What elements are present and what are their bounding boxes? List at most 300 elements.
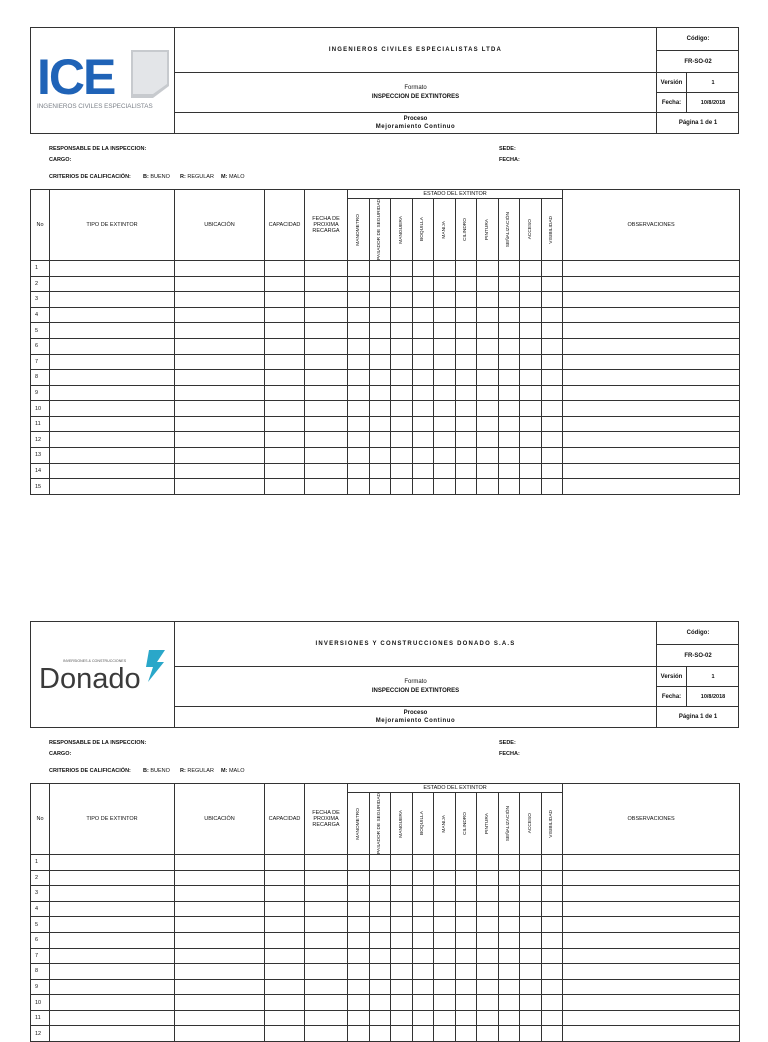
table-cell[interactable]	[498, 260, 520, 276]
table-cell[interactable]	[455, 948, 477, 964]
table-cell[interactable]	[477, 292, 499, 308]
table-cell[interactable]	[412, 323, 434, 339]
table-cell[interactable]	[563, 323, 740, 339]
table-cell[interactable]	[369, 917, 391, 933]
table-cell[interactable]	[175, 932, 265, 948]
table-cell[interactable]	[477, 448, 499, 464]
table-cell[interactable]	[369, 276, 391, 292]
table-cell[interactable]	[305, 886, 348, 902]
table-cell[interactable]	[265, 870, 305, 886]
table-cell[interactable]	[520, 432, 542, 448]
table-cell[interactable]	[265, 338, 305, 354]
table-cell[interactable]	[434, 307, 456, 323]
table-cell[interactable]	[498, 995, 520, 1011]
table-cell[interactable]	[369, 354, 391, 370]
table-cell[interactable]	[348, 979, 370, 995]
table-cell[interactable]	[520, 401, 542, 417]
table-cell[interactable]	[348, 463, 370, 479]
table-cell[interactable]	[563, 338, 740, 354]
table-cell[interactable]	[434, 979, 456, 995]
table-cell[interactable]	[50, 416, 175, 432]
table-cell[interactable]	[455, 995, 477, 1011]
table-cell[interactable]	[455, 338, 477, 354]
table-cell[interactable]	[477, 964, 499, 980]
table-cell[interactable]	[369, 448, 391, 464]
table-cell[interactable]	[265, 901, 305, 917]
table-cell[interactable]	[541, 479, 563, 495]
table-cell[interactable]	[391, 854, 413, 870]
table-cell[interactable]	[369, 1026, 391, 1042]
table-cell[interactable]	[50, 886, 175, 902]
table-cell[interactable]	[391, 995, 413, 1011]
table-cell[interactable]	[541, 276, 563, 292]
table-cell[interactable]	[412, 901, 434, 917]
table-cell[interactable]	[563, 870, 740, 886]
table-cell[interactable]	[412, 416, 434, 432]
table-cell[interactable]	[563, 964, 740, 980]
table-cell[interactable]	[520, 901, 542, 917]
table-cell[interactable]	[455, 901, 477, 917]
table-cell[interactable]	[305, 416, 348, 432]
table-cell[interactable]	[455, 979, 477, 995]
table-cell[interactable]	[348, 448, 370, 464]
table-cell[interactable]	[175, 448, 265, 464]
table-cell[interactable]	[541, 260, 563, 276]
table-cell[interactable]	[175, 463, 265, 479]
table-cell[interactable]	[305, 307, 348, 323]
table-cell[interactable]	[175, 292, 265, 308]
table-cell[interactable]	[391, 307, 413, 323]
table-cell[interactable]	[265, 964, 305, 980]
table-cell[interactable]	[412, 307, 434, 323]
table-cell[interactable]	[175, 323, 265, 339]
table-cell[interactable]	[563, 416, 740, 432]
table-cell[interactable]	[348, 370, 370, 386]
table-cell[interactable]	[175, 338, 265, 354]
table-cell[interactable]	[541, 448, 563, 464]
table-cell[interactable]	[498, 870, 520, 886]
table-cell[interactable]	[434, 854, 456, 870]
table-cell[interactable]	[477, 416, 499, 432]
table-cell[interactable]	[391, 354, 413, 370]
table-cell[interactable]	[498, 463, 520, 479]
table-cell[interactable]	[563, 854, 740, 870]
table-cell[interactable]	[455, 354, 477, 370]
table-cell[interactable]	[391, 276, 413, 292]
table-cell[interactable]	[520, 886, 542, 902]
table-cell[interactable]	[175, 948, 265, 964]
table-cell[interactable]	[50, 354, 175, 370]
table-cell[interactable]	[498, 479, 520, 495]
table-cell[interactable]	[541, 1026, 563, 1042]
table-cell[interactable]	[498, 886, 520, 902]
table-cell[interactable]	[477, 901, 499, 917]
table-cell[interactable]	[175, 886, 265, 902]
table-cell[interactable]	[455, 932, 477, 948]
table-cell[interactable]	[265, 276, 305, 292]
table-cell[interactable]	[305, 948, 348, 964]
table-cell[interactable]	[369, 260, 391, 276]
table-cell[interactable]	[348, 854, 370, 870]
table-cell[interactable]	[348, 292, 370, 308]
table-cell[interactable]	[369, 870, 391, 886]
table-cell[interactable]	[305, 385, 348, 401]
table-cell[interactable]	[477, 979, 499, 995]
table-cell[interactable]	[265, 886, 305, 902]
table-cell[interactable]	[50, 276, 175, 292]
table-cell[interactable]	[369, 370, 391, 386]
table-cell[interactable]	[412, 338, 434, 354]
table-cell[interactable]	[541, 901, 563, 917]
table-cell[interactable]	[369, 323, 391, 339]
table-cell[interactable]	[369, 401, 391, 417]
table-cell[interactable]	[50, 979, 175, 995]
table-cell[interactable]	[434, 917, 456, 933]
table-cell[interactable]	[563, 260, 740, 276]
table-cell[interactable]	[541, 338, 563, 354]
table-cell[interactable]	[477, 385, 499, 401]
table-cell[interactable]	[477, 948, 499, 964]
table-cell[interactable]	[391, 463, 413, 479]
table-cell[interactable]	[265, 479, 305, 495]
table-cell[interactable]	[265, 370, 305, 386]
table-cell[interactable]	[265, 932, 305, 948]
table-cell[interactable]	[412, 917, 434, 933]
table-cell[interactable]	[348, 479, 370, 495]
table-cell[interactable]	[305, 854, 348, 870]
table-cell[interactable]	[455, 463, 477, 479]
table-cell[interactable]	[369, 479, 391, 495]
table-cell[interactable]	[563, 354, 740, 370]
table-cell[interactable]	[541, 870, 563, 886]
table-cell[interactable]	[348, 917, 370, 933]
table-cell[interactable]	[498, 432, 520, 448]
table-cell[interactable]	[50, 401, 175, 417]
table-cell[interactable]	[175, 276, 265, 292]
table-cell[interactable]	[412, 401, 434, 417]
table-cell[interactable]	[455, 385, 477, 401]
table-cell[interactable]	[455, 870, 477, 886]
table-cell[interactable]	[477, 260, 499, 276]
table-cell[interactable]	[412, 854, 434, 870]
table-cell[interactable]	[455, 432, 477, 448]
table-cell[interactable]	[520, 1026, 542, 1042]
table-cell[interactable]	[175, 917, 265, 933]
table-cell[interactable]	[391, 416, 413, 432]
table-cell[interactable]	[477, 354, 499, 370]
table-cell[interactable]	[175, 432, 265, 448]
table-cell[interactable]	[305, 1026, 348, 1042]
table-cell[interactable]	[50, 370, 175, 386]
table-cell[interactable]	[498, 932, 520, 948]
table-cell[interactable]	[305, 463, 348, 479]
table-cell[interactable]	[563, 979, 740, 995]
table-cell[interactable]	[477, 307, 499, 323]
table-cell[interactable]	[412, 964, 434, 980]
table-cell[interactable]	[305, 276, 348, 292]
table-cell[interactable]	[541, 463, 563, 479]
table-cell[interactable]	[434, 323, 456, 339]
table-cell[interactable]	[369, 979, 391, 995]
table-cell[interactable]	[369, 385, 391, 401]
table-cell[interactable]	[50, 385, 175, 401]
table-cell[interactable]	[265, 448, 305, 464]
table-cell[interactable]	[265, 917, 305, 933]
table-cell[interactable]	[498, 401, 520, 417]
table-cell[interactable]	[175, 901, 265, 917]
table-cell[interactable]	[477, 401, 499, 417]
table-cell[interactable]	[175, 307, 265, 323]
table-cell[interactable]	[520, 385, 542, 401]
table-cell[interactable]	[412, 385, 434, 401]
table-cell[interactable]	[265, 948, 305, 964]
table-cell[interactable]	[305, 964, 348, 980]
table-cell[interactable]	[520, 354, 542, 370]
table-cell[interactable]	[305, 323, 348, 339]
table-cell[interactable]	[498, 948, 520, 964]
table-cell[interactable]	[541, 370, 563, 386]
table-cell[interactable]	[455, 276, 477, 292]
table-cell[interactable]	[541, 979, 563, 995]
table-cell[interactable]	[369, 463, 391, 479]
table-cell[interactable]	[265, 979, 305, 995]
table-cell[interactable]	[348, 948, 370, 964]
table-cell[interactable]	[369, 854, 391, 870]
table-cell[interactable]	[305, 979, 348, 995]
table-cell[interactable]	[412, 870, 434, 886]
table-cell[interactable]	[434, 448, 456, 464]
table-cell[interactable]	[391, 948, 413, 964]
table-cell[interactable]	[498, 323, 520, 339]
table-cell[interactable]	[175, 854, 265, 870]
table-cell[interactable]	[563, 292, 740, 308]
table-cell[interactable]	[391, 1026, 413, 1042]
table-cell[interactable]	[477, 323, 499, 339]
table-cell[interactable]	[434, 886, 456, 902]
table-cell[interactable]	[369, 901, 391, 917]
table-cell[interactable]	[175, 979, 265, 995]
table-cell[interactable]	[520, 338, 542, 354]
table-cell[interactable]	[434, 948, 456, 964]
table-cell[interactable]	[412, 260, 434, 276]
table-cell[interactable]	[563, 886, 740, 902]
table-cell[interactable]	[541, 886, 563, 902]
table-cell[interactable]	[265, 307, 305, 323]
table-cell[interactable]	[305, 995, 348, 1011]
table-cell[interactable]	[412, 276, 434, 292]
table-cell[interactable]	[369, 416, 391, 432]
table-cell[interactable]	[498, 416, 520, 432]
table-cell[interactable]	[305, 479, 348, 495]
table-cell[interactable]	[305, 448, 348, 464]
table-cell[interactable]	[455, 448, 477, 464]
table-cell[interactable]	[563, 917, 740, 933]
table-cell[interactable]	[455, 292, 477, 308]
table-cell[interactable]	[498, 292, 520, 308]
table-cell[interactable]	[520, 995, 542, 1011]
table-cell[interactable]	[391, 979, 413, 995]
table-cell[interactable]	[175, 401, 265, 417]
table-cell[interactable]	[563, 479, 740, 495]
table-cell[interactable]	[563, 276, 740, 292]
table-cell[interactable]	[541, 416, 563, 432]
table-cell[interactable]	[520, 917, 542, 933]
table-cell[interactable]	[434, 276, 456, 292]
table-cell[interactable]	[391, 292, 413, 308]
table-cell[interactable]	[305, 338, 348, 354]
table-cell[interactable]	[434, 354, 456, 370]
table-cell[interactable]	[498, 276, 520, 292]
table-cell[interactable]	[520, 948, 542, 964]
table-cell[interactable]	[520, 854, 542, 870]
table-cell[interactable]	[305, 260, 348, 276]
table-cell[interactable]	[541, 932, 563, 948]
table-cell[interactable]	[50, 917, 175, 933]
table-cell[interactable]	[305, 354, 348, 370]
table-cell[interactable]	[541, 354, 563, 370]
table-cell[interactable]	[412, 979, 434, 995]
table-cell[interactable]	[498, 307, 520, 323]
table-cell[interactable]	[563, 432, 740, 448]
table-cell[interactable]	[412, 292, 434, 308]
table-cell[interactable]	[50, 901, 175, 917]
table-cell[interactable]	[50, 260, 175, 276]
table-cell[interactable]	[520, 260, 542, 276]
table-cell[interactable]	[477, 1026, 499, 1042]
table-cell[interactable]	[563, 995, 740, 1011]
table-cell[interactable]	[477, 463, 499, 479]
table-cell[interactable]	[498, 1026, 520, 1042]
table-cell[interactable]	[498, 338, 520, 354]
table-cell[interactable]	[265, 323, 305, 339]
table-cell[interactable]	[369, 292, 391, 308]
table-cell[interactable]	[477, 917, 499, 933]
table-cell[interactable]	[391, 964, 413, 980]
table-cell[interactable]	[520, 276, 542, 292]
table-cell[interactable]	[265, 260, 305, 276]
table-cell[interactable]	[412, 432, 434, 448]
table-cell[interactable]	[175, 1026, 265, 1042]
table-cell[interactable]	[265, 1026, 305, 1042]
table-cell[interactable]	[434, 995, 456, 1011]
table-cell[interactable]	[50, 948, 175, 964]
table-cell[interactable]	[434, 1026, 456, 1042]
table-cell[interactable]	[369, 307, 391, 323]
table-cell[interactable]	[391, 260, 413, 276]
table-cell[interactable]	[265, 416, 305, 432]
table-cell[interactable]	[348, 964, 370, 980]
table-cell[interactable]	[265, 432, 305, 448]
table-cell[interactable]	[175, 370, 265, 386]
table-cell[interactable]	[477, 432, 499, 448]
table-cell[interactable]	[50, 479, 175, 495]
table-cell[interactable]	[391, 401, 413, 417]
table-cell[interactable]	[348, 260, 370, 276]
table-cell[interactable]	[477, 338, 499, 354]
table-cell[interactable]	[434, 401, 456, 417]
table-cell[interactable]	[50, 432, 175, 448]
table-cell[interactable]	[455, 416, 477, 432]
table-cell[interactable]	[348, 385, 370, 401]
table-cell[interactable]	[50, 463, 175, 479]
table-cell[interactable]	[563, 932, 740, 948]
table-cell[interactable]	[391, 323, 413, 339]
table-cell[interactable]	[477, 854, 499, 870]
table-cell[interactable]	[434, 479, 456, 495]
table-cell[interactable]	[520, 370, 542, 386]
table-cell[interactable]	[50, 995, 175, 1011]
table-cell[interactable]	[305, 370, 348, 386]
table-cell[interactable]	[391, 886, 413, 902]
table-cell[interactable]	[348, 307, 370, 323]
table-cell[interactable]	[434, 964, 456, 980]
table-cell[interactable]	[175, 385, 265, 401]
table-cell[interactable]	[434, 901, 456, 917]
table-cell[interactable]	[455, 886, 477, 902]
table-cell[interactable]	[391, 917, 413, 933]
table-cell[interactable]	[498, 370, 520, 386]
table-cell[interactable]	[541, 292, 563, 308]
table-cell[interactable]	[455, 1026, 477, 1042]
table-cell[interactable]	[520, 416, 542, 432]
table-cell[interactable]	[305, 432, 348, 448]
table-cell[interactable]	[563, 448, 740, 464]
table-cell[interactable]	[455, 370, 477, 386]
table-cell[interactable]	[498, 901, 520, 917]
table-cell[interactable]	[391, 479, 413, 495]
table-cell[interactable]	[434, 292, 456, 308]
table-cell[interactable]	[477, 479, 499, 495]
table-cell[interactable]	[541, 948, 563, 964]
table-cell[interactable]	[520, 870, 542, 886]
table-cell[interactable]	[520, 323, 542, 339]
table-cell[interactable]	[541, 323, 563, 339]
table-cell[interactable]	[434, 260, 456, 276]
table-cell[interactable]	[175, 964, 265, 980]
table-cell[interactable]	[520, 448, 542, 464]
table-cell[interactable]	[265, 385, 305, 401]
table-cell[interactable]	[520, 964, 542, 980]
table-cell[interactable]	[391, 432, 413, 448]
table-cell[interactable]	[498, 979, 520, 995]
table-cell[interactable]	[348, 338, 370, 354]
table-cell[interactable]	[455, 401, 477, 417]
table-cell[interactable]	[498, 854, 520, 870]
table-cell[interactable]	[50, 338, 175, 354]
table-cell[interactable]	[563, 463, 740, 479]
table-cell[interactable]	[391, 385, 413, 401]
table-cell[interactable]	[348, 323, 370, 339]
table-cell[interactable]	[434, 338, 456, 354]
table-cell[interactable]	[434, 463, 456, 479]
table-cell[interactable]	[348, 1026, 370, 1042]
table-cell[interactable]	[477, 370, 499, 386]
table-cell[interactable]	[455, 479, 477, 495]
table-cell[interactable]	[391, 448, 413, 464]
table-cell[interactable]	[175, 870, 265, 886]
table-cell[interactable]	[412, 1026, 434, 1042]
table-cell[interactable]	[175, 995, 265, 1011]
table-cell[interactable]	[369, 886, 391, 902]
table-cell[interactable]	[391, 870, 413, 886]
table-cell[interactable]	[412, 463, 434, 479]
table-cell[interactable]	[520, 479, 542, 495]
table-cell[interactable]	[412, 995, 434, 1011]
table-cell[interactable]	[541, 854, 563, 870]
table-cell[interactable]	[455, 854, 477, 870]
table-cell[interactable]	[348, 886, 370, 902]
table-cell[interactable]	[541, 385, 563, 401]
